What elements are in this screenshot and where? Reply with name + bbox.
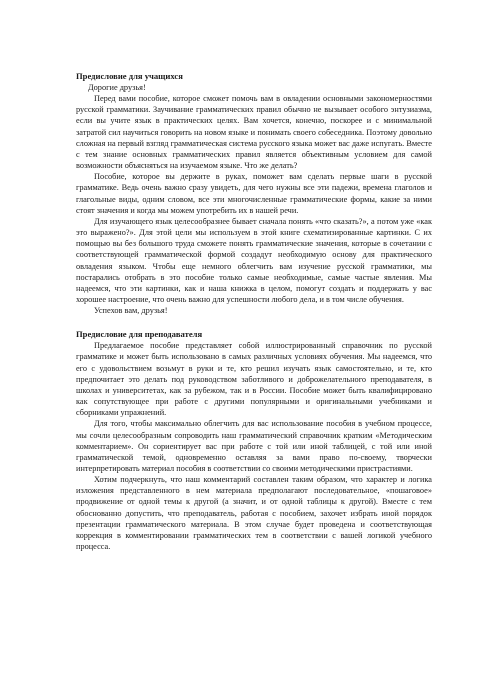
- preface-teachers-section: [76, 329, 432, 552]
- students-paragraph-3: Для изучающего язык целесообразнее бывает сначала понять «что сказать?», а потом уже «как это выражено?». Для этой цели мы используем в этой книге схематизированные картинки. С их помощью вы без большого труда сможете понять грамматические значения, которые в сочетании с соответствующей грамматической формой создадут необходимую основу для практического овладения языком. Чтобы еще немного облегчить вам изучение русской грамматики, мы постарались отобрать в это пособие только самые необходимые, самые частые явления. Мы надеемся, что эти картинки, как и наша книжка в целом, помогут создать и поддержать у вас хорошее настроение, что очень важно для успешности любого дела, и в том числе обучения.: [76, 216, 432, 304]
- preface-students-section: [76, 71, 432, 316]
- preface-students-title: Предисловие для учащихся: [76, 71, 183, 81]
- closing-line: Успехов вам, друзья!: [94, 306, 168, 316]
- greeting: Дорогие друзья!: [88, 83, 146, 92]
- students-paragraph-2: Пособие, которое вы держите в руках, поможет вам сделать первые шаги в русской грамматике. Ведь очень важно сразу увидеть, для чего нужны все эти падежи, времена глаголов и глагольные виды, одним словом, все эти многочисленные грамматические формы, какие за ними стоят значения и когда мы можем употребить их в нашей речи.: [76, 172, 432, 215]
- students-paragraph-1: Перед вами пособие, которое сможет помочь вам в овладении основными закономерностями русской грамматики. Заучивание грамматических правил обычно не вызывает особого энтузиазма, если вы учите язык в практических целях. Вам хочется, конечно, поскорее и с минимальной затратой сил научиться говорить на новом языке и понимать своего собеседника. Поэтому довольно сложная на первый взгляд грамматическая система русского языка может вас даже испугать. Вместе с тем знание основных грамматических правил является объективным условием для самой возможности объясняться на изучаемом языке. Что же делать?: [76, 94, 432, 171]
- preface-teachers-title: Предисловие для преподавателя: [76, 329, 203, 340]
- teachers-paragraph-3: Хотим подчеркнуть, что наш комментарий составлен таким образом, что характер и логика изложения представленного в нем материала предполагают последовательное, «пошаговое» продвижение от одной темы к другой (а значит, и от одной таблицы к другой). Вместе с тем обоснованно допустить, что преподаватель, работая с пособием, захочет избрать иной порядок презентации грамматического материала. В этом случае будет проведена и соответствующая коррекция в комментировании грамматических тем в соответствии с вашей логикой учебного процесса.: [76, 475, 432, 552]
- teachers-paragraph-2: Для того, чтобы максимально облегчить для вас использование пособия в учебном процессе, мы сочли целесообразным сопроводить наш грамматический справочник кратким «Методическим комментарием». Он сориентирует вас при работе с той или иной таблицей, с той или иной грамматической темой, одновременно оставляя за вами право по-своему, творчески интерпретировать материал пособия в соответствии со своими методическими пристрастиями.: [76, 419, 432, 473]
- teachers-paragraph-1: Предлагаемое пособие представляет собой иллюстрированный справочник по русской грамматике и может быть использовано в самых различных условиях обучения. Мы надеемся, что его с удовольствием возьмут в руки и те, кто решил изучать язык самостоятельно, и те, кто предпочитает это делать под руководством заботливого и доброжелательного преподавателя, в школах и университетах, как за рубежом, так и в России. Пособие может быть квалифицировано как сопутствующее при работе с другими популярными и оригинальными учебниками и сборниками упражнений.: [76, 341, 432, 418]
